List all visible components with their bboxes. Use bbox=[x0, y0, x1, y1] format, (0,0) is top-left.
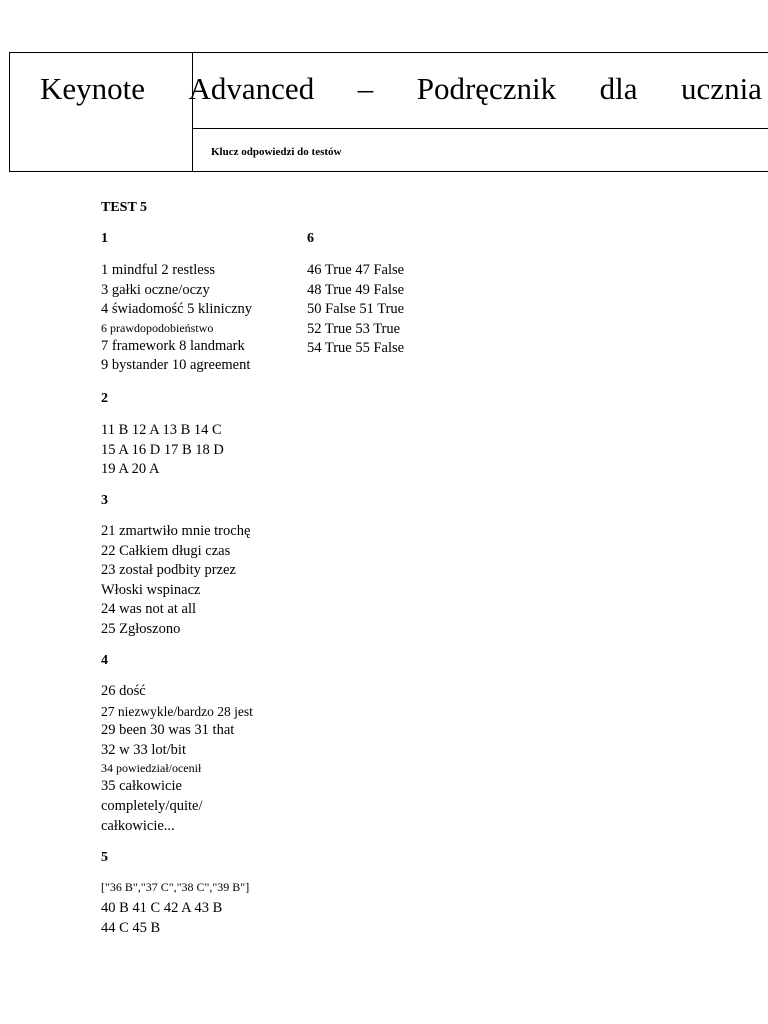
answer-line: 3 gałki oczne/oczy bbox=[101, 281, 210, 298]
section-5-answers bbox=[101, 879, 249, 938]
answer-line: 6 prawdopodobieństwo bbox=[101, 320, 214, 335]
answer-line: całkowicie... bbox=[101, 817, 175, 834]
answer-line: 29 been 30 was 31 that bbox=[101, 722, 235, 739]
section-3-label: 3 bbox=[101, 493, 108, 508]
title-word: Keynote bbox=[40, 71, 146, 106]
title-word: dla bbox=[599, 71, 638, 106]
answer-line: 27 niezwykle/bardzo 28 jest bbox=[101, 703, 253, 719]
answer-line: 1 mindful 2 restless bbox=[101, 262, 215, 278]
section-6-label: 6 bbox=[307, 231, 314, 246]
answer-line: 32 w 33 lot/bit bbox=[101, 741, 186, 758]
answer-line: 7 framework 8 landmark bbox=[101, 337, 245, 354]
section-3-answers bbox=[101, 522, 250, 640]
answer-line: 35 całkowicie bbox=[101, 778, 182, 795]
title-word: Advanced bbox=[188, 71, 315, 106]
answer-line: 46 True 47 False bbox=[307, 262, 405, 278]
answer-line: 15 A 16 D 17 B 18 D bbox=[101, 441, 224, 458]
section-5-label: 5 bbox=[101, 850, 108, 865]
answer-line: 11 B 12 A 13 B 14 C bbox=[101, 422, 222, 438]
answer-line: completely/quite/ bbox=[101, 797, 203, 814]
page-subtitle: Klucz odpowiedzi do testów bbox=[211, 146, 342, 158]
answer-line: 25 Zgłoszono bbox=[101, 620, 181, 637]
section-4-answers bbox=[101, 682, 253, 836]
header-divider-horizontal bbox=[192, 128, 768, 129]
section-1-label: 1 bbox=[101, 231, 108, 246]
answer-line: 21 zmartwiło mnie trochę bbox=[101, 523, 251, 539]
title-word: Podręcznik bbox=[416, 71, 557, 106]
answer-line: Włoski wspinacz bbox=[101, 581, 201, 598]
answer-line: 4 świadomość 5 kliniczny bbox=[101, 301, 253, 318]
answer-line: 26 dość bbox=[101, 683, 146, 699]
answer-line: 34 powiedział/ocenił bbox=[101, 761, 202, 776]
answer-line: 50 False 51 True bbox=[307, 301, 405, 318]
section-2-answers bbox=[101, 421, 224, 480]
answer-line: 19 A 20 A bbox=[101, 461, 160, 478]
answer-line: ["36 B","37 C","38 C","39 B"] bbox=[101, 880, 250, 894]
answer-line: 52 True 53 True bbox=[307, 320, 401, 337]
answer-line: 24 was not at all bbox=[101, 601, 197, 618]
answer-line: 48 True 49 False bbox=[307, 281, 405, 298]
title-word: – bbox=[357, 71, 374, 106]
section-2-label: 2 bbox=[101, 391, 108, 406]
answer-line: 22 Całkiem długi czas bbox=[101, 542, 231, 559]
section-1-answers bbox=[101, 261, 252, 376]
title-word: ucznia bbox=[681, 71, 762, 106]
header-box bbox=[9, 52, 768, 172]
section-4-label: 4 bbox=[101, 653, 108, 668]
answer-line: 40 B 41 C 42 A 43 B bbox=[101, 900, 223, 916]
answer-line: 9 bystander 10 agreement bbox=[101, 357, 251, 374]
page-title bbox=[40, 71, 762, 107]
answer-line: 54 True 55 False bbox=[307, 340, 405, 357]
answer-line: 23 został podbity przez bbox=[101, 562, 236, 579]
section-6-answers bbox=[307, 261, 404, 359]
test-title: TEST 5 bbox=[101, 200, 148, 215]
answer-line: 44 C 45 B bbox=[101, 919, 161, 936]
